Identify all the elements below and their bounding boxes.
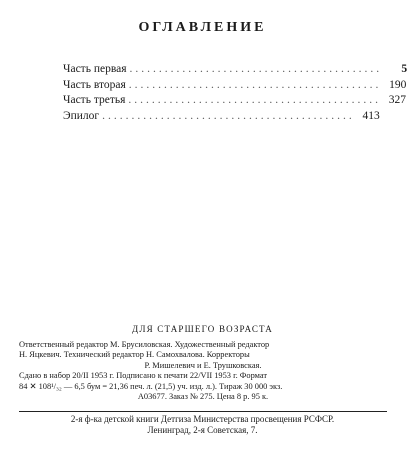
- toc-dot-leader: ...........................................: [129, 63, 383, 75]
- imprint-line: Ответственный редактор М. Брусиловская. Художественный редактор: [19, 340, 270, 349]
- toc-entry-page: 327: [388, 94, 407, 106]
- publisher-block: [0, 414, 405, 436]
- toc-entry-label: Часть третья: [63, 94, 126, 106]
- toc-entry-epilogue: [63, 109, 380, 125]
- imprint-line: А03677. Заказ № 275. Цена 8 р. 95 к.: [137, 392, 269, 402]
- toc-entry-label: Часть вторая: [63, 78, 126, 91]
- publisher-line: Ленинград, 2-я Советская, 7.: [147, 425, 258, 435]
- imprint-line: Сдано в набор 20/II 1953 г. Подписано к печати 22/VII 1953 г. Формат: [19, 371, 268, 381]
- toc-entry-page: 5: [401, 63, 407, 75]
- imprint-line: Н. Яцкевич. Технический редактор Н. Самохвалова. Корректоры: [19, 350, 250, 360]
- toc-dot-leader: ...........................................: [128, 78, 382, 91]
- toc-entry-part-three: [63, 93, 407, 109]
- imprint-line: Р. Мишелевич и Е. Трушковская.: [144, 360, 262, 370]
- toc-dot-leader: ...........................................: [102, 109, 355, 122]
- toc-entry-part-one: [63, 62, 407, 78]
- divider: [19, 411, 387, 412]
- audience-label: ДЛЯ СТАРШЕГО ВОЗРАСТА: [131, 324, 274, 334]
- toc-entry-part-two: [63, 78, 407, 94]
- toc-entry-label: Часть первая: [63, 63, 127, 75]
- toc-entry-page: 413: [362, 109, 380, 122]
- imprint-line: 84 ✕ 108¹/₃₂ — 6,5 бум = 21,36 печ. л. (21,5) уч. изд. л.). Тираж 30 000 экз.: [19, 381, 283, 391]
- toc-entry-label: Эпилог: [63, 109, 100, 122]
- toc-dot-leader: ...........................................: [128, 94, 382, 106]
- table-of-contents: [63, 62, 407, 124]
- page-title: ОГЛАВЛЕНИЕ: [138, 20, 267, 35]
- toc-entry-page: 190: [389, 78, 407, 91]
- imprint-block: [19, 340, 387, 402]
- publisher-line: 2-я ф-ка детской книги Детгиза Министерства просвещения РСФСР.: [70, 414, 335, 424]
